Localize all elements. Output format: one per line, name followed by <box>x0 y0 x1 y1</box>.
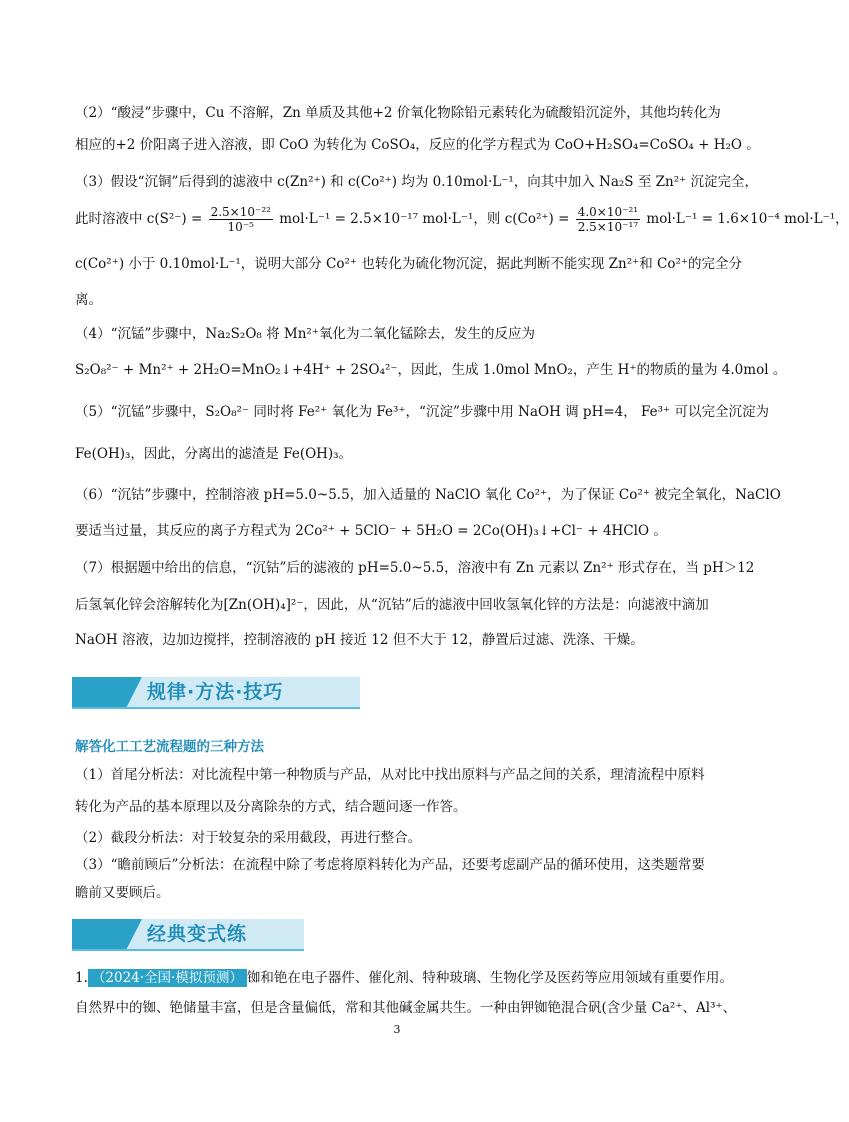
page-number: 3 <box>393 1023 401 1036</box>
banner-accent-shape <box>72 919 142 949</box>
method-3-line-2: 瞻前又要顾后。 <box>75 885 170 901</box>
section-banner-practice <box>72 919 304 949</box>
banner-accent-shape <box>72 677 142 707</box>
paragraph-7-line-1: （7）根据题中给出的信息，“沉钴”后的滤液的 pH=5.0~5.5，溶液中有 Zn 元素以 Zn²⁺ 形式存在，当 pH＞12 <box>75 560 755 576</box>
fraction-2 <box>576 205 640 234</box>
fraction-1 <box>209 205 273 234</box>
source-tag[interactable]: （2024·全国·模拟预测） <box>88 969 247 987</box>
paragraph-6-line-2: 要适当过量，其反应的离子方程式为 2Co²⁺ + 5ClO⁻ + 5H₂O = 2Co(OH)₃↓+Cl⁻ + 4HClO 。 <box>75 523 667 539</box>
paragraph-5-line-2: Fe(OH)₃，因此，分离出的滤渣是 Fe(OH)₃。 <box>75 446 353 462</box>
fraction-1-numerator: 2.5×10⁻²² <box>210 205 271 219</box>
paragraph-3-line-1: （3）假设“沉铜”后得到的滤液中 c(Zn²⁺) 和 c(Co²⁺) 均为 0.10mol·L⁻¹，向其中加入 Na₂S 至 Zn²⁺ 沉淀完全， <box>75 174 759 190</box>
paragraph-6-line-1: （6）“沉钴”步骤中，控制溶液 pH=5.0~5.5，加入适量的 NaClO 氧化 Co²⁺，为了保证 Co²⁺ 被完全氧化，NaClO <box>75 487 781 503</box>
paragraph-4-line-2: S₂O₈²⁻ + Mn²⁺ + 2H₂O=MnO₂↓+4H⁺ + 2SO₄²⁻，因此，生成 1.0mol MnO₂，产生 H⁺的物质的量为 4.0mol 。 <box>75 362 787 378</box>
paragraph-7-line-2: 后氢氧化锌会溶解转化为[Zn(OH)₄]²⁻，因此，从“沉钴”后的滤液中回收氢氧化锌的方法是：向滤液中滴加 <box>75 597 709 613</box>
method-1-line-2: 转化为产品的基本原理以及分离除杂的方式，结合题问逐一作答。 <box>75 799 467 815</box>
question-1-line-2: 自然界中的铷、铯储量丰富，但是含量偏低，常和其他碱金属共生。一种由钾铷铯混合矾(含少量 Ca²⁺、Al³⁺、 <box>75 1000 737 1016</box>
fraction-2-numerator: 4.0×10⁻²¹ <box>577 205 639 219</box>
banner-underline <box>72 949 304 951</box>
paragraph-3-line-2 <box>75 202 849 236</box>
paragraph-5-line-1: （5）“沉锰”步骤中，S₂O₈²⁻ 同时将 Fe²⁺ 氧化为 Fe³⁺，“沉淀”步骤中用 NaOH 调 pH=4， Fe³⁺ 可以完全沉淀为 <box>75 404 769 420</box>
paragraph-3-line-3: c(Co²⁺) 小于 0.10mol·L⁻¹，说明大部分 Co²⁺ 也转化为硫化物沉淀，据此判断不能实现 Zn²⁺和 Co²⁺的完全分 <box>75 256 743 272</box>
fraction-1-denominator: 10⁻⁵ <box>227 220 254 234</box>
banner-underline <box>72 707 360 709</box>
paragraph-3-line-4: 离。 <box>75 292 102 308</box>
question-number: 1. <box>75 970 88 986</box>
question-1-line-1 <box>75 962 733 994</box>
section-title: 规律·方法·技巧 <box>147 681 284 703</box>
fraction-2-denominator: 2.5×10⁻¹⁷ <box>577 220 639 234</box>
paragraph-4-line-1: （4）“沉锰”步骤中，Na₂S₂O₈ 将 Mn²⁺氧化为二氧化锰除去，发生的反应为 <box>75 326 535 342</box>
section-subheading: 解答化工工艺流程题的三种方法 <box>75 739 264 755</box>
equation-text: mol·L⁻¹ = 2.5×10⁻¹⁷ mol·L⁻¹，则 c(Co²⁺) = <box>279 211 570 227</box>
equation-text: mol·L⁻¹ = 1.6×10⁻⁴ mol·L⁻¹， <box>646 211 849 227</box>
question-text: 铷和铯在电子器件、催化剂、特种玻璃、生物化学及医药等应用领域有重要作用。 <box>246 970 733 986</box>
section-banner-methods <box>72 677 360 707</box>
method-3-line-1: （3）“瞻前顾后”分析法：在流程中除了考虑将原料转化为产品，还要考虑副产品的循环使用，这类题常要 <box>75 857 705 873</box>
paragraph-2-line-1: （2）“酸浸”步骤中，Cu 不溶解，Zn 单质及其他+2 价氧化物除铅元素转化为硫酸铅沉淀外，其他均转化为 <box>75 105 721 121</box>
method-2: （2）截段分析法：对于较复杂的采用截段，再进行整合。 <box>75 830 422 846</box>
paragraph-2-line-2: 相应的+2 价阳离子进入溶液，即 CoO 为转化为 CoSO₄，反应的化学方程式为 CoO+H₂SO₄=CoSO₄ + H₂O 。 <box>75 137 760 153</box>
section-title: 经典变式练 <box>147 923 248 945</box>
equation-text: 此时溶液中 c(S²⁻) = <box>75 211 203 227</box>
paragraph-7-line-3: NaOH 溶液，边加边搅拌，控制溶液的 pH 接近 12 但不大于 12，静置后过滤、洗涤、干燥。 <box>75 632 644 648</box>
method-1-line-1: （1）首尾分析法：对比流程中第一种物质与产品，从对比中找出原料与产品之间的关系，理清流程中原料 <box>75 767 705 783</box>
